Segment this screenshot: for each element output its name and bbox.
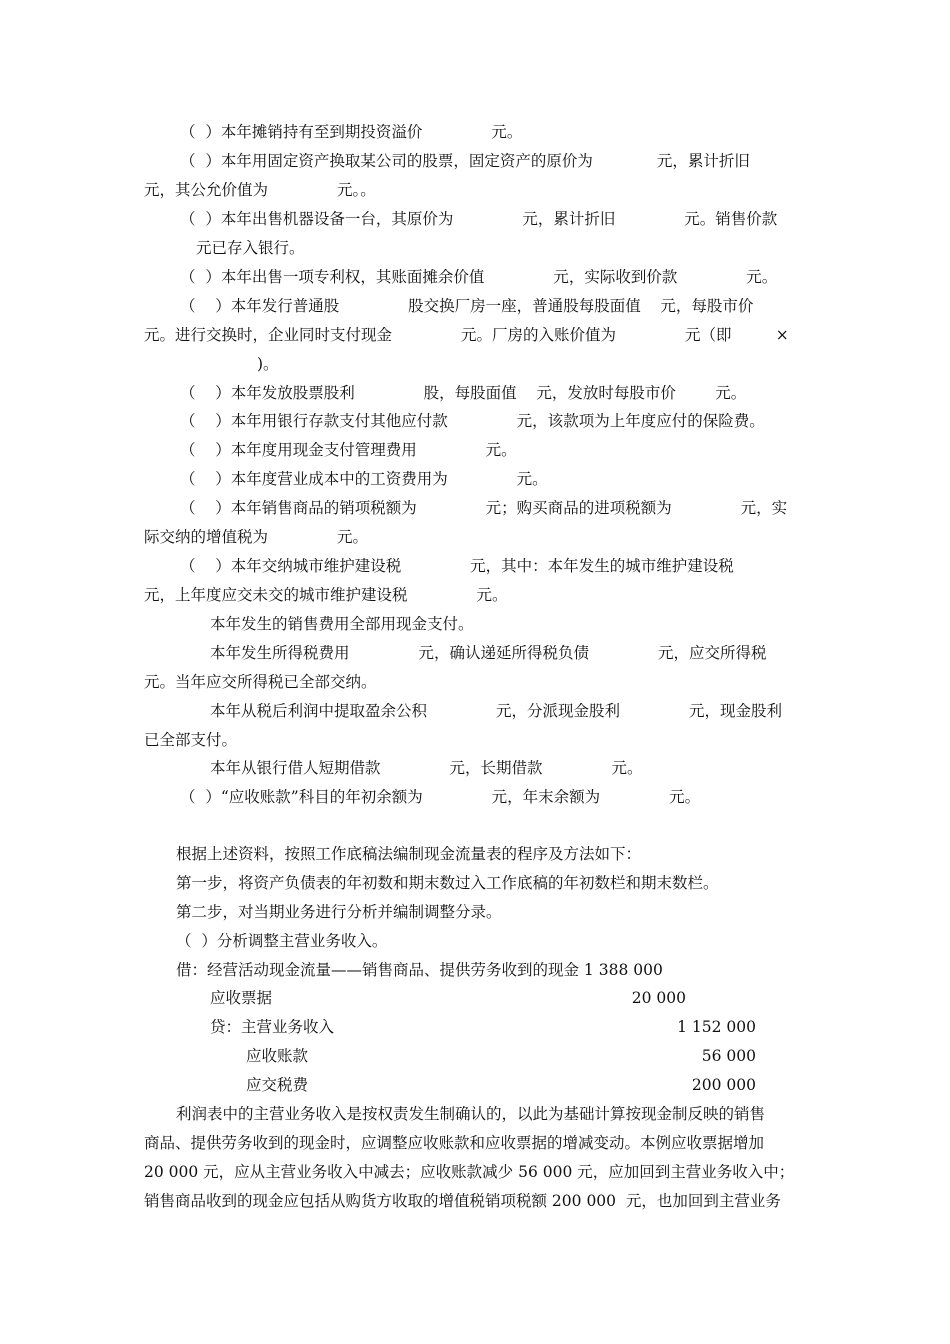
text-line: （ ）本年度用现金支付管理费用 元。 [180,441,517,459]
text-line: （ ）本年度营业成本中的工资费用为 元。 [180,470,548,488]
text-line: （ ）“应收账款”科目的年初余额为 元，年末余额为 元。 [180,788,701,806]
text-line: （ ）本年出售机器设备一台，其原价为 元，累计折旧 元。销售价款 [180,210,778,228]
text-line: （ ）本年用银行存款支付其他应付款 元，该款项为上年度应付的保险费。 [180,412,765,430]
text-line: （ ）本年摊销持有至到期投资溢价 元。 [180,123,523,141]
text-line: （ ）本年交纳城市维护建设税 元，其中：本年发生的城市维护建设税 [180,557,734,575]
text-line: 本年发生的销售费用全部用现金支付。 [210,615,474,633]
text-line: 销售商品收到的现金应包括从购货方收取的增值税销项税额 200 000 元，也加回到主营业务 [144,1192,781,1210]
text-line: （ ）本年用固定资产换取某公司的股票，固定资产的原价为 元，累计折旧 [180,152,750,170]
text-line: 20 000 元，应从主营业务收入中减去；应收账款减少 56 000 元，应加回到主营业务收入中； [144,1163,795,1181]
text-line: （ ）本年销售商品的销项税额为 元；购买商品的进项税额为 元，实 [180,499,788,517]
text-line: 商品、提供劳务收到的现金时，应调整应收账款和应收票据的增减变动。本例应收票据增加 [144,1134,765,1152]
text-line: 本年发生所得税费用 元，确认递延所得税负债 元，应交所得税 [210,644,767,662]
text-line: 本年从税后利润中提取盈余公积 元，分派现金股利 元，现金股利 [210,702,782,720]
journal-amount: 20 000 [631,989,686,1007]
text-line: （ ）分析调整主营业务收入。 [176,932,388,950]
text-line: 元已存入银行。 [196,239,305,257]
text-line: 利润表中的主营业务收入是按权责发生制确认的，以此为基础计算按现金制反映的销售 [176,1105,766,1123]
text-line: 第二步，对当期业务进行分析并编制调整分录。 [176,903,502,921]
journal-debit-line: 借：经营活动现金流量——销售商品、提供劳务收到的现金 1 388 000 [176,961,663,979]
text-line: 根据上述资料，按照工作底稿法编制现金流量表的程序及方法如下： [176,845,642,863]
text-line: 第一步，将资产负债表的年初数和期末数过入工作底稿的年初数栏和期末数栏。 [176,874,719,892]
text-line: 元。进行交换时，企业同时支付现金 元。厂房的入账价值为 元（即 × [144,326,789,344]
journal-amount: 200 000 [691,1076,756,1094]
text-line: （ ）本年发行普通股 股交换厂房一座，普通股每股面值 元，每股市价 [180,297,754,315]
text-line: 际交纳的增值税为 元。 [144,528,368,546]
text-line: 已全部支付。 [144,731,238,749]
journal-amount: 56 000 [701,1047,756,1065]
text-line: )。 [257,355,279,373]
text-line: 本年从银行借人短期借款 元，长期借款 元。 [210,759,643,777]
text-line: （ ）本年出售一项专利权，其账面摊余价值 元，实际收到价款 元。 [180,268,778,286]
text-line: （ ）本年发放股票股利 股，每股面值 元，发放时每股市价 元。 [180,384,747,402]
journal-credit-line: 贷：主营业务收入 [210,1018,335,1036]
text-line: 元，上年度应交未交的城市维护建设税 元。 [144,586,508,604]
text-line: 元，其公允价值为 元。。 [144,181,376,199]
journal-account: 应收票据 [210,989,273,1007]
journal-account: 应收账款 [246,1047,309,1065]
text-line: 元。当年应交所得税已全部交纳。 [144,673,377,691]
journal-account: 应交税费 [246,1076,309,1094]
journal-amount: 1 152 000 [677,1018,756,1036]
